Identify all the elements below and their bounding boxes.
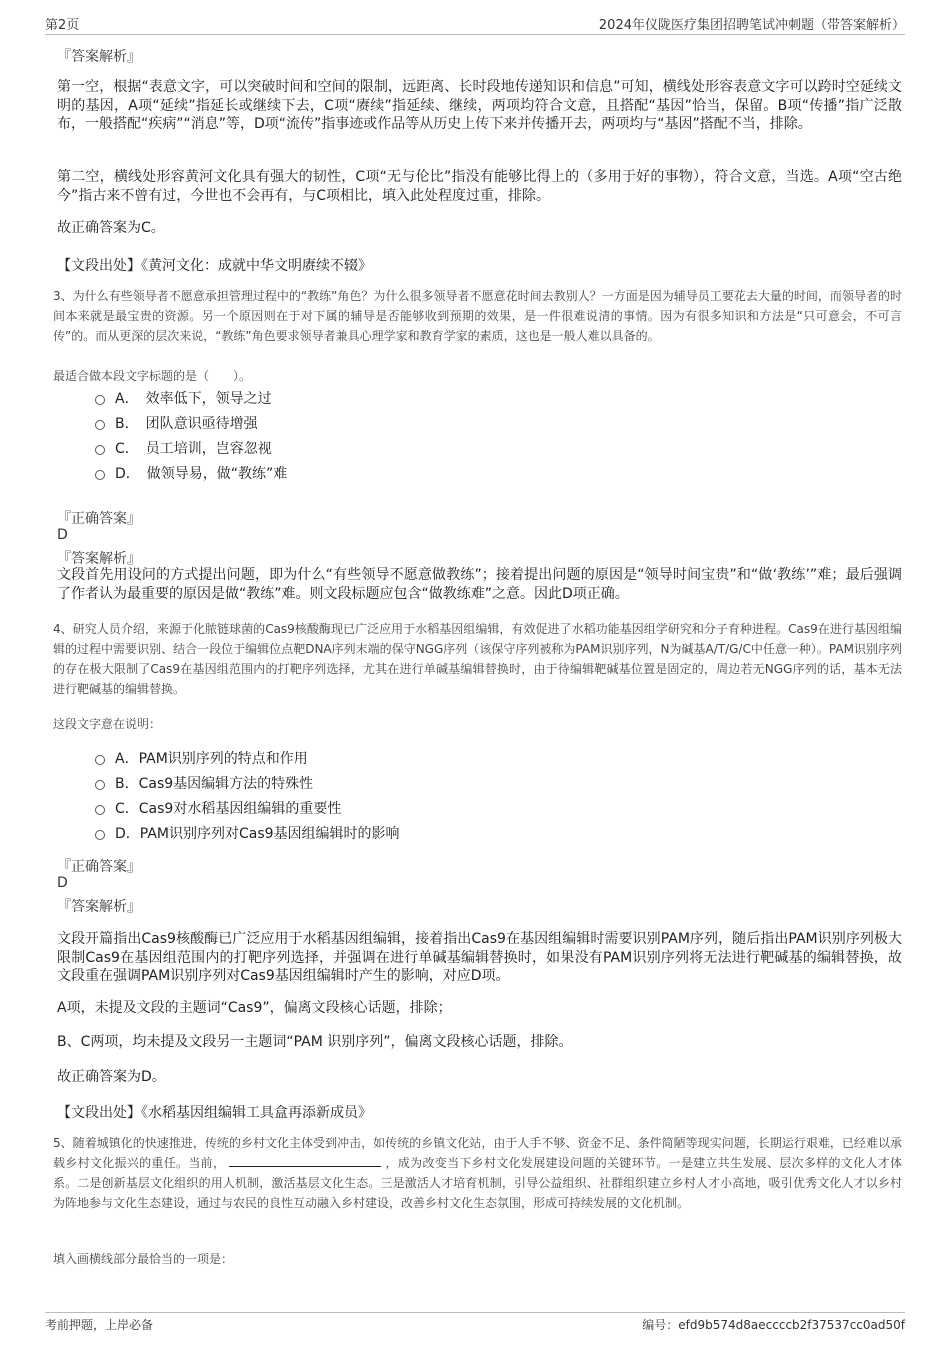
q4-source: 【文段出处】《水稻基因组编辑工具盒再添新成员》 [57,1105,372,1121]
radio-icon[interactable] [95,830,105,840]
page-footer [45,1312,905,1333]
q4-option-c[interactable]: C．Cas9对水稻基因组编辑的重要性 [95,795,902,820]
q3-question: 3、为什么有些领导者不愿意承担管理过程中的“教练”角色？为什么很多领导者不愿意花时间去教别人？一方面是因为辅导员工要花去大量的时间，而领导者的时间本来就是最宝贵的资源。另一个原因则在于对下属的辅导是否能够收到预期的效果，是一件很难说清的事情。因为有很多知识和方法是“只可意会，不可言传”的。而从更深的层次来说，“教练”角色要求领导者兼具心理学家和教育学家的素质，这也是一般人难以具备的。 [53,289,902,343]
q3-explain-label: 『答案解析』 [57,551,141,567]
radio-icon[interactable] [95,445,105,455]
fill-blank [229,1153,381,1167]
radio-icon[interactable] [95,395,105,405]
q3-option-a[interactable]: A． 效率低下，领导之过 [95,385,902,410]
q4-explain-label: 『答案解析』 [57,899,141,915]
q2-explain-label: 『答案解析』 [57,49,141,65]
q4-prompt: 这段文字意在说明： [53,717,162,731]
radio-icon[interactable] [95,780,105,790]
q2-explain-p1: 第一空，根据“表意文字，可以突破时间和空间的限制，远距离、长时段地传递知识和信息”可知，横线处形容表意文字可以跨时空延续文明的基因，A项“延续”指延长或继续下去，C项“赓续”指延续、继续，两项均符合文意，且搭配“基因”恰当，保留。B项“传播”指广泛散布，一般搭配“疾病”“消息”等，D项“流传”指事迹或作品等从历史上传下来并传播开去，两项均与“基因”搭配不当，排除。 [57,79,902,132]
q4-answer-line: 故正确答案为D。 [57,1069,166,1085]
q3-option-d[interactable]: D． 做领导易，做“教练”难 [95,460,902,485]
q3-options [95,385,902,485]
q2-answer-line: 故正确答案为C。 [57,220,165,236]
page-header [45,14,905,35]
q4-options [95,745,902,845]
q3-option-b[interactable]: B． 团队意识亟待增强 [95,410,902,435]
page-number: 第2页 [45,18,80,33]
footer-code: 编号：efd9b574d8aeccccb2f37537cc0ad50f [642,1318,905,1332]
q4-question: 4、研究人员介绍，来源于化脓链球菌的Cas9核酸酶现已广泛应用于水稻基因组编辑，有效促进了水稻功能基因组学研究和分子育种进程。Cas9在进行基因组编辑的过程中需要识别、结合一段位于编辑位点靶DNA序列末端的保守NGG序列（该保守序列被称为PAM识别序列，N为碱基A/T/G/C中任意一种）。PAM识别序列的存在极大限制了Cas9在基因组范围内的打靶序列选择，尤其在进行单碱基编辑替换时，由于待编辑靶碱基位置是固定的，周边若无NGG序列的话，基本无法进行靶碱基的编辑替换。 [53,622,902,696]
radio-icon[interactable] [95,470,105,480]
q4-explain-bc: B、C两项，均未提及文段另一主题词“PAM 识别序列”，偏离文段核心话题，排除。 [57,1034,573,1050]
q4-explain: 文段开篇指出Cas9核酸酶已广泛应用于水稻基因组编辑，接着指出Cas9在基因组编辑时需要识别PAM序列，随后指出PAM识别序列极大限制Cas9在基因组范围内的打靶序列选择，并强调在进行单碱基编辑替换时，如果没有PAM识别序列将无法进行靶碱基的编辑替换，故文段重在强调PAM识别序列对Cas9基因组编辑时产生的影响，对应D项。 [57,931,902,984]
q2-explain-p2: 第二空，横线处形容黄河文化具有强大的韧性，C项“无与伦比”指没有能够比得上的（多用于好的事物），符合文意，当选。A项“空古绝今”指古来不曾有过，今世也不会再有，与C项相比，填入此处程度过重，排除。 [57,169,902,204]
q4-explain-a: A项，未提及文段的主题词“Cas9”，偏离文段核心话题，排除； [57,1000,452,1016]
q3-answer: D [57,527,68,543]
q4-answer: D [57,875,68,891]
radio-icon[interactable] [95,420,105,430]
q3-prompt: 最适合做本段文字标题的是（ ）。 [53,369,252,383]
q4-answer-label: 『正确答案』 [57,859,141,875]
q4-option-b[interactable]: B．Cas9基因编辑方法的特殊性 [95,770,902,795]
q4-option-d[interactable]: D．PAM识别序列对Cas9基因组编辑时的影响 [95,820,902,845]
q5-prompt: 填入画横线部分最恰当的一项是： [53,1252,234,1266]
q5-question: 5、随着城镇化的快速推进，传统的乡村文化主体受到冲击，如传统的乡镇文化站，由于人手不够、资金不足、条件简陋等现实问题，长期运行艰难，已经难以承载乡村文化振兴的重任。当前， ，成为改变当下乡村文化发展建设问题的关键环节。一是建立共生发展、层次多样的文化人才体系。二是创新基层文化组织的用人机制，激活基层文化生态。三是激活人才培育机制，引导公益组织、社群组织建立乡村人才小高地，吸引优秀文化人才以乡村为阵地参与文化生态建设，通过与农民的良性互动融入乡村建设，改善乡村文化生态氛围，形成可持续发展的文化机制。 [53,1136,902,1210]
q2-source: 【文段出处】《黄河文化：成就中华文明赓续不辍》 [57,258,372,274]
document-title: 2024年仪陇医疗集团招聘笔试冲刺题（带答案解析） [598,18,905,33]
q3-answer-label: 『正确答案』 [57,511,141,527]
q3-explain: 文段首先用设问的方式提出问题，即为什么“有些领导不愿意做教练”；接着提出问题的原因是“领导时间宝贵”和“做‘教练’”难；最后强调了作者认为最重要的原因是做“教练”难。则文段标题应包含“做教练难”之意。因此D项正确。 [57,567,902,602]
footer-slogan: 考前押题，上岸必备 [45,1318,154,1332]
radio-icon[interactable] [95,805,105,815]
radio-icon[interactable] [95,755,105,765]
q4-option-a[interactable]: A．PAM识别序列的特点和作用 [95,745,902,770]
q3-option-c[interactable]: C． 员工培训，岂容忽视 [95,435,902,460]
